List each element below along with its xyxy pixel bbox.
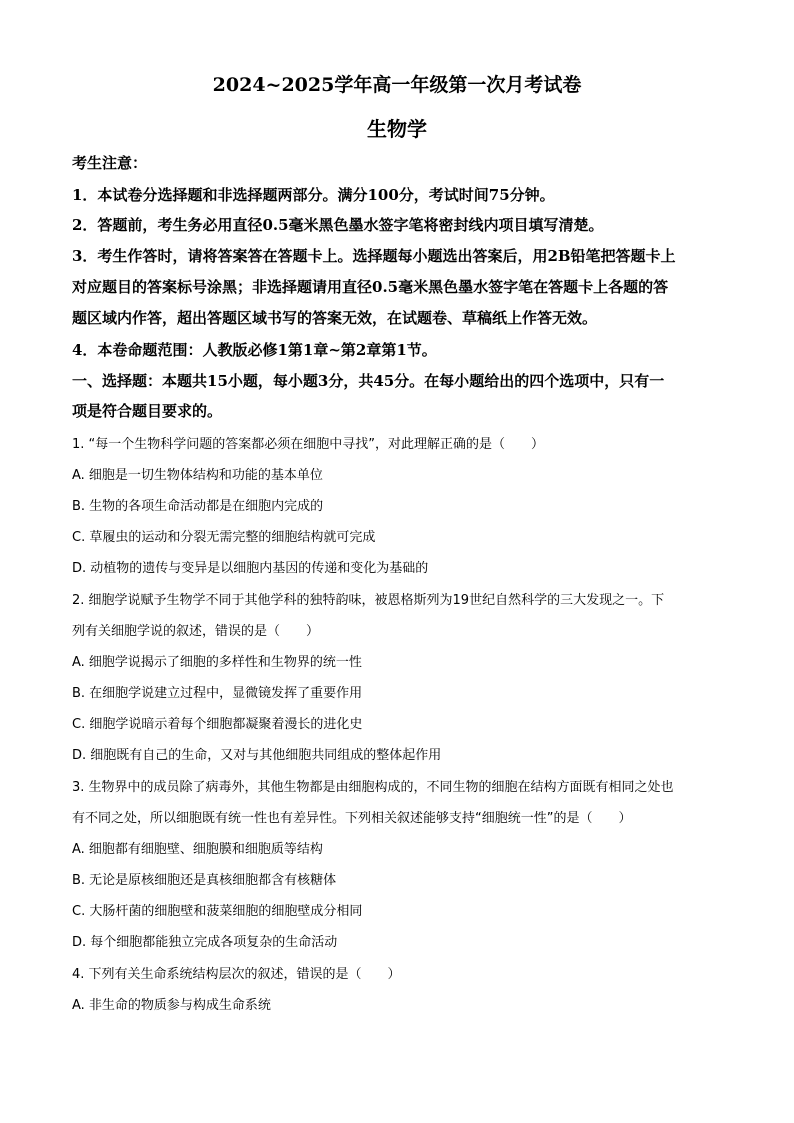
question-2-option-c: C. 细胞学说暗示着每个细胞都凝聚着漫长的进化史 — [72, 717, 363, 732]
question-1-option-a: A. 细胞是一切生物体结构和功能的基本单位 — [72, 468, 323, 483]
question-3-option-c: C. 大肠杆菌的细胞壁和菠菜细胞的细胞壁成分相同 — [72, 904, 363, 919]
subject-title: 生物学 — [367, 117, 427, 141]
notice-item: 2．答题前，考生务必用直径0.5毫米黑色墨水签字笔将密封线内项目填写清楚。 — [72, 216, 604, 234]
notice-item: 4．本卷命题范围：人教版必修1第1章~第2章第1节。 — [72, 341, 437, 359]
notice-heading: 考生注意： — [72, 154, 148, 172]
exam-title: 2024~2025学年高一年级第一次月考试卷 — [212, 74, 582, 96]
question-2-option-a: A. 细胞学说揭示了细胞的多样性和生物界的统一性 — [72, 655, 362, 670]
question-2-option-d: D. 细胞既有自己的生命，又对与其他细胞共同组成的整体起作用 — [72, 748, 442, 763]
notice-item: 对应题目的答案标号涂黑；非选择题请用直径0.5毫米黑色墨水签字笔在答题卡上各题的答 — [72, 278, 669, 296]
question-2-stem: 2. 细胞学说赋予生物学不同于其他学科的独特韵味，被恩格斯列为19世纪自然科学的三大发现之一。下 — [72, 593, 665, 608]
question-2-stem-cont: 列有关细胞学说的叙述，错误的是（ ） — [72, 624, 320, 639]
question-4-option-a: A. 非生命的物质参与构成生命系统 — [72, 998, 271, 1013]
question-1-stem: 1. “每一个生物科学问题的答案都必须在细胞中寻找”，对此理解正确的是（ ） — [72, 437, 545, 452]
section-heading-cont: 项是符合题目要求的。 — [72, 402, 223, 420]
question-3-option-b: B. 无论是原核细胞还是真核细胞都含有核糖体 — [72, 873, 337, 888]
question-2-option-b: B. 在细胞学说建立过程中，显微镜发挥了重要作用 — [72, 686, 363, 701]
question-4-stem: 4. 下列有关生命系统结构层次的叙述，错误的是（ ） — [72, 967, 401, 982]
question-1-option-d: D. 动植物的遗传与变异是以细胞内基因的传递和变化为基础的 — [72, 561, 429, 576]
question-3-option-a: A. 细胞都有细胞壁、细胞膜和细胞质等结构 — [72, 842, 323, 857]
notice-item: 3．考生作答时，请将答案答在答题卡上。选择题每小题选出答案后，用2B铅笔把答题卡上 — [72, 247, 676, 265]
question-1-option-b: B. 生物的各项生命活动都是在细胞内完成的 — [72, 499, 324, 514]
question-3-stem: 3. 生物界中的成员除了病毒外，其他生物都是由细胞构成的，不同生物的细胞在结构方面既有相同之处也 — [72, 780, 674, 795]
question-1-option-c: C. 草履虫的运动和分裂无需完整的细胞结构就可完成 — [72, 530, 376, 545]
section-heading: 一、选择题：本题共15小题，每小题3分，共45分。在每小题给出的四个选项中，只有一 — [72, 372, 665, 390]
notice-item: 题区域内作答，超出答题区域书写的答案无效，在试题卷、草稿纸上作答无效。 — [72, 309, 598, 327]
question-3-stem-cont: 有不同之处，所以细胞既有统一性也有差异性。下列相关叙述能够支持“细胞统一性”的是（ ） — [72, 811, 632, 826]
notice-item: 1．本试卷分选择题和非选择题两部分。满分100分，考试时间75分钟。 — [72, 186, 555, 204]
question-3-option-d: D. 每个细胞都能独立完成各项复杂的生命活动 — [72, 935, 338, 950]
